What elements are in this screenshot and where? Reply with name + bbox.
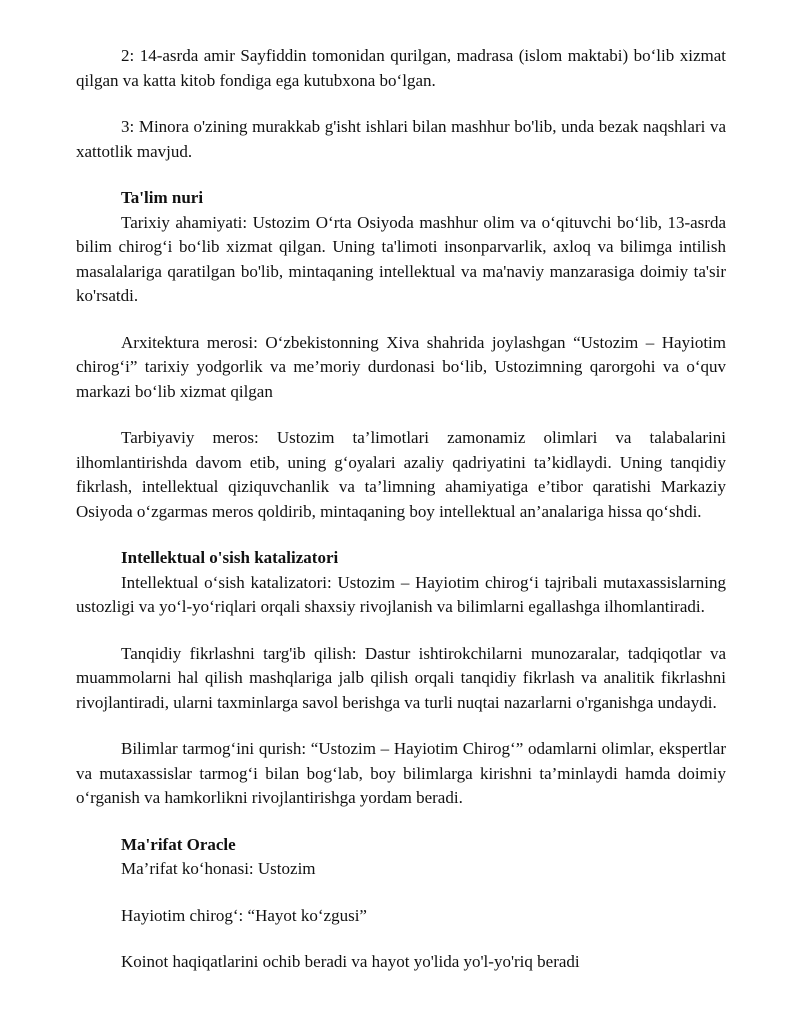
section-heading: Intellektual o'sish katalizatori: [121, 548, 339, 567]
section-intellektual-osish: [76, 546, 726, 811]
document-page: [76, 44, 726, 997]
section-heading: Ta'lim nuri: [121, 188, 204, 207]
paragraph-tanqidiy-fikrlash: Tanqidiy fikrlashni targ'ib qilish: Dastur ishtirokchilarni munozaralar, tadqiqotlar va muammolarni hal qilish mashqlariga jalb qilish orqali tanqidiy fikrlash va analitik fikrlashni rivojlantiradi, ularni taxminlarga savol berishga va turli nuqtai nazarlarni o'rganishga undaydi.: [76, 643, 726, 712]
paragraph-tarixiy-ahamiyati: Tarixiy ahamiyati: Ustozim O‘rta Osiyoda mashhur olim va o‘qituvchi bo‘lib, 13-asrda bilim chirog‘i bo‘lib xizmat qilgan. Uning ta'limoti insonparvarlik, axloq va bilimga intilish masalalariga qaratilgan bo'lib, mintaqaning intellektual va ma'naviy manzarasiga doimiy ta'sir ko'rsatdi.: [76, 212, 726, 305]
line-koinot-haqiqatlari: Koinot haqiqatlarini ochib beradi va hayot yo'lida yo'l-yo'riq beradi: [121, 952, 580, 971]
intro-item-2: 2: 14-asrda amir Sayfiddin tomonidan qurilgan, madrasa (islom maktabi) bo‘lib xizmat qilgan va katta kitob fondiga ega kutubxona bo‘lgan.: [76, 46, 726, 90]
section-marifat-oracle: [76, 833, 726, 975]
paragraph-bilimlar-tarmogi: Bilimlar tarmog‘ini qurish: “Ustozim – Hayiotim Chirog‘” odamlarni olimlar, ekspertlar va mutaxassislar tarmog‘i bilan bog‘lab, boy bilimlarga kirishni ta’minlaydi hamda doimiy o‘rganish va hamkorlikni rivojlantirishga yordam beradi.: [76, 739, 726, 807]
line-hayiotim-chirogi: Hayiotim chirog‘: “Hayot ko‘zgusi”: [121, 905, 367, 925]
paragraph-arxitektura-merosi: Arxitektura merosi: O‘zbekistonning Xiva shahrida joylashgan “Ustozim – Hayiotim chirog‘i” tarixiy yodgorlik va me’moriy durdonasi bo‘lib, Ustozimning qarorgohi va o‘quv markazi bo‘lib xizmat qilgan: [76, 332, 726, 401]
intro-item-3: 3: Minora o'zining murakkab g'isht ishlari bilan mashhur bo'lib, unda bezak naqshlari va xattotlik mavjud.: [76, 117, 726, 161]
section-talim-nuri: [76, 186, 726, 524]
section-heading: Ma'rifat Oracle: [121, 834, 236, 854]
line-marifat-kohonasi: Ma’rifat ko‘honasi: Ustozim: [121, 859, 316, 878]
paragraph-intellektual-osish: Intellektual o‘sish katalizatori: Ustozim – Hayiotim chirog‘i tajribali mutaxassislarning ustozligi va yo‘l-yo‘riqlari orqali shaxsiy rivojlanish va bilimlarni egallashga ilhomlantiradi.: [76, 572, 726, 616]
paragraph-tarbiyaviy-meros: Tarbiyaviy meros: Ustozim ta’limotlari zamonamiz olimlari va talabalarini ilhomlantirishda davom etib, uning g‘oyalari azaliy qadriyatini ta’kidlaydi. Uning tanqidiy fikrlash, intellektual qiziquvchanlik va ta’limning ahamiyatiga e’tibor qaratishi Markaziy Osiyoda o‘zgarmas meros qoldirib, mintaqaning boy intellektual an’analariga hissa qo‘shdi.: [76, 428, 726, 521]
